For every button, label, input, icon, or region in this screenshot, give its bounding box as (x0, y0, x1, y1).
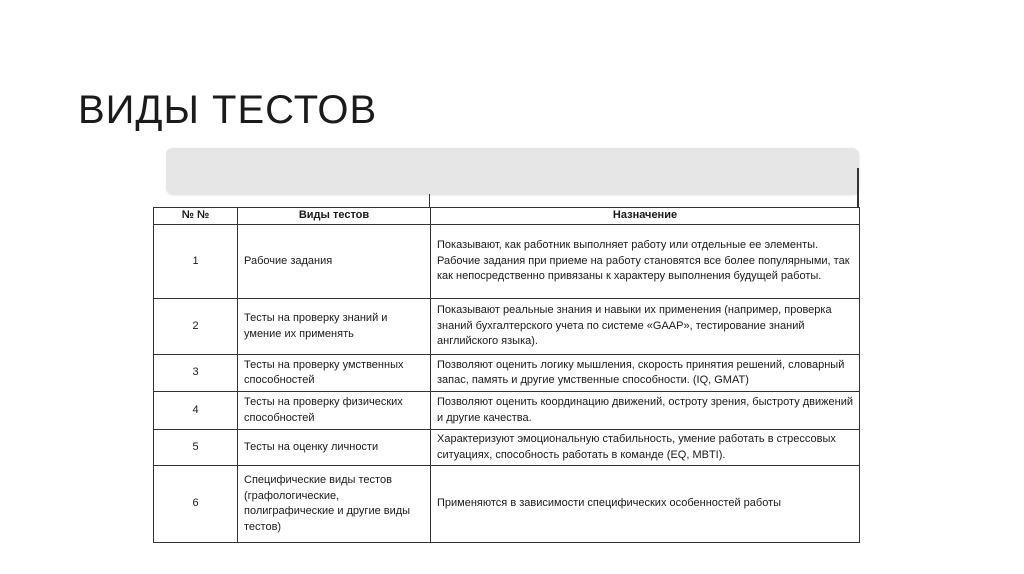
row-purpose: Показывают, как работник выполняет работу или отдельные ее элементы. Рабочие задания при приеме на работу становятся все более популярными, так как непосредственно привязаны к характеру выполнения будущей работы. (431, 225, 860, 299)
row-test-type: Специфические виды тестов (графологические, полиграфические и другие виды тестов) (238, 466, 431, 543)
table-row (154, 430, 860, 466)
table-row (154, 466, 860, 543)
row-number: 3 (154, 355, 238, 392)
table-divider-stub (429, 194, 430, 207)
row-number: 2 (154, 299, 238, 355)
row-number: 6 (154, 466, 238, 543)
row-test-type: Тесты на проверку физических способностей (238, 392, 431, 430)
row-number: 5 (154, 430, 238, 466)
header-purpose: Назначение (431, 208, 860, 225)
row-test-type: Рабочие задания (238, 225, 431, 299)
row-number: 4 (154, 392, 238, 430)
table-border-stub (857, 168, 859, 208)
table-header-band (166, 148, 858, 194)
row-purpose: Позволяют оценить координацию движений, остроту зрения, быстроту движений и другие качества. (431, 392, 860, 430)
table-row (154, 225, 860, 299)
row-purpose: Показывают реальные знания и навыки их применения (например, проверка знаний бухгалтерского учета по системе «GAAP», тестирование знаний английского языка). (431, 299, 860, 355)
tests-table (153, 207, 860, 543)
row-test-type: Тесты на проверку умственных способностей (238, 355, 431, 392)
row-test-type: Тесты на проверку знаний и умение их применять (238, 299, 431, 355)
table-row (154, 299, 860, 355)
table-row (154, 355, 860, 392)
table-header-row (154, 208, 860, 225)
row-purpose: Применяются в зависимости специфических особенностей работы (431, 466, 860, 543)
table-row (154, 392, 860, 430)
header-test-type: Виды тестов (238, 208, 431, 225)
row-purpose: Позволяют оценить логику мышления, скорость принятия решений, словарный запас, память и другие умственные способности. (IQ, GMAT) (431, 355, 860, 392)
row-test-type: Тесты на оценку личности (238, 430, 431, 466)
header-number: № № (154, 208, 238, 225)
row-purpose: Характеризуют эмоциональную стабильность, умение работать в стрессовых ситуациях, способность работать в команде (EQ, MBTI). (431, 430, 860, 466)
slide-title: ВИДЫ ТЕСТОВ (78, 87, 378, 132)
row-number: 1 (154, 225, 238, 299)
